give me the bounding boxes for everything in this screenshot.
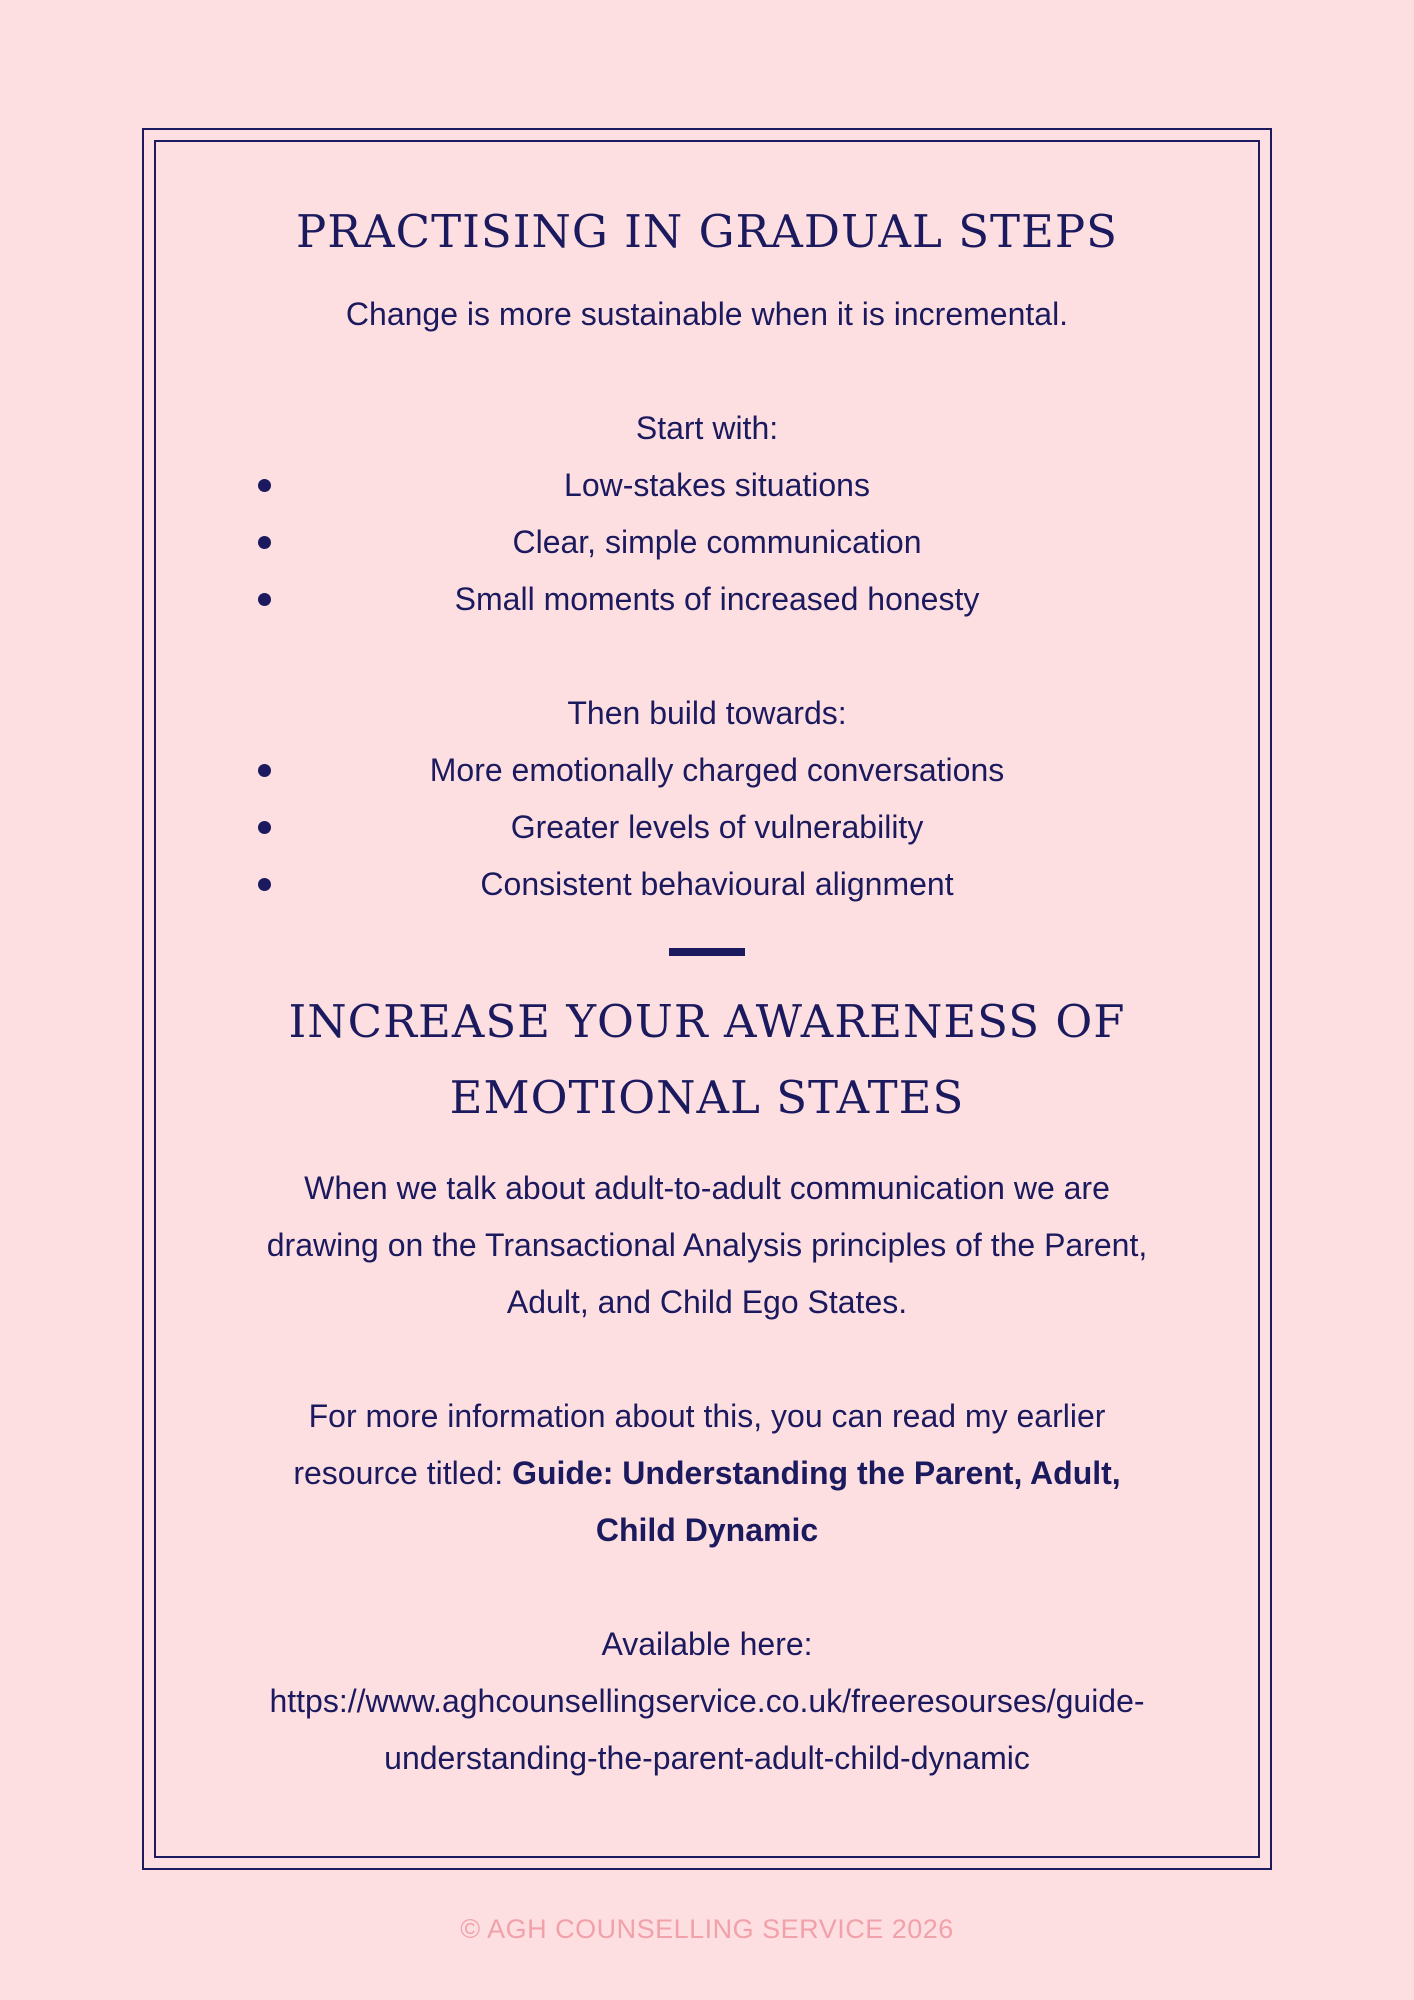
guide-title: Guide: Understanding the Parent, Adult, Child Dynamic — [512, 1455, 1121, 1548]
start-with-label: Start with: — [635, 410, 779, 446]
more-info-paragraph: For more information about this, you can read my earlier resource titled: Guide: Understanding the Parent, Adult, Child Dynamic — [293, 1398, 1121, 1548]
bullet-icon — [258, 536, 271, 549]
transactional-analysis-paragraph: When we talk about adult-to-adult communication we are drawing on the Transactional Analysis principles of the Parent, Adult, and Child Ego States. — [266, 1170, 1148, 1320]
build-towards-label: Then build towards: — [567, 695, 847, 731]
list-item: Consistent behavioural alignment — [254, 856, 1180, 913]
available-label: Available here: — [601, 1626, 813, 1662]
page-content — [154, 140, 1260, 1787]
bullet-icon — [258, 764, 271, 777]
footer-copyright: © AGH COUNSELLING SERVICE 2026 — [460, 1914, 954, 1944]
section-title-gradual-steps: PRACTISING IN GRADUAL STEPS — [296, 205, 1118, 258]
list-item: More emotionally charged conversations — [254, 742, 1180, 799]
section-divider — [669, 948, 745, 956]
list-item: Clear, simple communication — [254, 514, 1180, 571]
bullet-icon — [258, 479, 271, 492]
bullet-icon — [258, 593, 271, 606]
start-with-list — [154, 457, 1260, 628]
list-item: Small moments of increased honesty — [254, 571, 1180, 628]
resource-url: https://www.aghcounsellingservice.co.uk/freeresourses/guide-understanding-the-parent-adult-child-dynamic — [269, 1683, 1145, 1776]
list-item: Low-stakes situations — [254, 457, 1180, 514]
section-title-awareness: INCREASE YOUR AWARENESS OF EMOTIONAL STATES — [288, 995, 1126, 1124]
bullet-icon — [258, 821, 271, 834]
list-item: Greater levels of vulnerability — [254, 799, 1180, 856]
build-towards-list — [154, 742, 1260, 913]
bullet-icon — [258, 878, 271, 891]
intro-text: Change is more sustainable when it is incremental. — [345, 296, 1069, 332]
